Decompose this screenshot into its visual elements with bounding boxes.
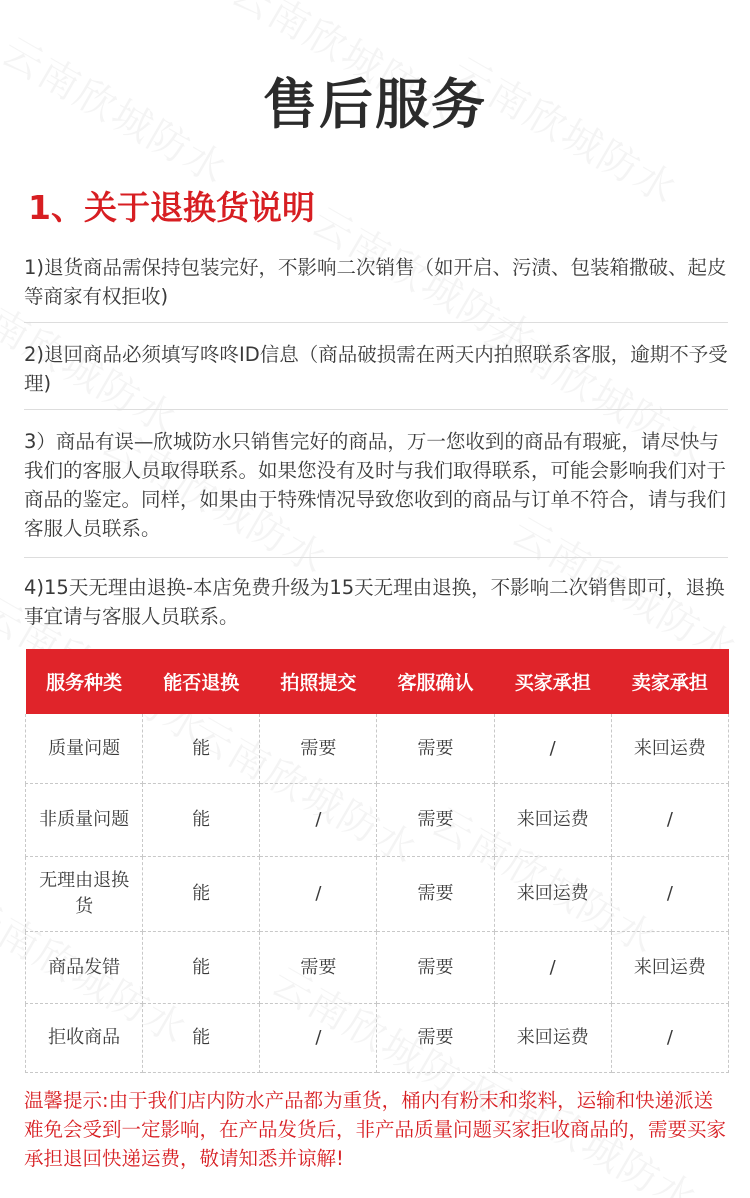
table-cell: 需要 xyxy=(260,714,377,784)
table-header-row xyxy=(26,649,729,714)
table-row xyxy=(26,932,729,1004)
table-cell: 需要 xyxy=(260,932,377,1004)
header-cell: 卖家承担 xyxy=(611,649,728,714)
page-title: 售后服务 xyxy=(263,73,487,136)
paragraph-3: 3）商品有误—欣城防水只销售完好的商品，万一您收到的商品有瑕疵，请尽快与我们的客服人员取得联系。如果您没有及时与我们取得联系，可能会影响我们对于商品的鉴定。同样，如果由于特殊情况导致您收到的商品与订单不符合，请与我们客服人员联系。 xyxy=(24,430,727,540)
table-cell: 质量问题 xyxy=(26,714,143,784)
table-cell: 能 xyxy=(143,932,260,1004)
table-cell: 需要 xyxy=(377,784,494,857)
table-cell: 非质量问题 xyxy=(26,784,143,857)
divider xyxy=(24,557,728,558)
table-cell: 商品发错 xyxy=(26,932,143,1004)
table-cell: / xyxy=(260,1004,377,1073)
table-cell: 需要 xyxy=(377,1004,494,1073)
table-cell: 能 xyxy=(143,714,260,784)
table-cell: 需要 xyxy=(377,714,494,784)
header-cell: 能否退换 xyxy=(143,649,260,714)
service-table xyxy=(25,649,729,1073)
header-cell: 服务种类 xyxy=(26,649,143,714)
table-cell: 能 xyxy=(143,1004,260,1073)
table-cell: 无理由退换货 xyxy=(26,857,143,932)
table-cell: 拒收商品 xyxy=(26,1004,143,1073)
paragraph-4: 4)15天无理由退换-本店免费升级为15天无理由退换，不影响二次销售即可，退换事宜请与客服人员联系。 xyxy=(24,576,725,628)
table-cell: 来回运费 xyxy=(494,857,611,932)
table-cell: 需要 xyxy=(377,932,494,1004)
table-cell: / xyxy=(260,784,377,857)
table-cell: 需要 xyxy=(377,857,494,932)
table-cell: / xyxy=(611,1004,728,1073)
header-cell: 买家承担 xyxy=(494,649,611,714)
table-cell: 来回运费 xyxy=(494,784,611,857)
table-cell: / xyxy=(494,932,611,1004)
paragraph-1: 1)退货商品需保持包装完好，不影响二次销售（如开启、污渍、包装箱撒破、起皮等商家有权拒收) xyxy=(24,256,727,308)
table-row xyxy=(26,714,729,784)
warm-tip: 温馨提示:由于我们店内防水产品都为重货，桶内有粉末和浆料，运输和快递派送难免会受到一定影响，在产品发货后，非产品质量问题买家拒收商品的，需要买家承担退回快递运费，敬请知悉并谅解! xyxy=(24,1089,727,1170)
table-cell: 来回运费 xyxy=(611,932,728,1004)
header-cell: 拍照提交 xyxy=(260,649,377,714)
divider xyxy=(24,409,728,410)
table-cell: / xyxy=(611,784,728,857)
section-heading: 1、关于退换货说明 xyxy=(28,188,315,227)
header-cell: 客服确认 xyxy=(377,649,494,714)
table-cell: 来回运费 xyxy=(494,1004,611,1073)
table-row xyxy=(26,784,729,857)
table-cell: / xyxy=(260,857,377,932)
table-cell: / xyxy=(611,857,728,932)
table-cell: / xyxy=(494,714,611,784)
table-row xyxy=(26,857,729,932)
table-cell: 能 xyxy=(143,857,260,932)
paragraph-2: 2)退回商品必须填写咚咚ID信息（商品破损需在两天内拍照联系客服，逾期不予受理) xyxy=(24,343,728,395)
table-cell: 来回运费 xyxy=(611,714,728,784)
table-row xyxy=(26,1004,729,1073)
divider xyxy=(24,322,728,323)
table-cell: 能 xyxy=(143,784,260,857)
